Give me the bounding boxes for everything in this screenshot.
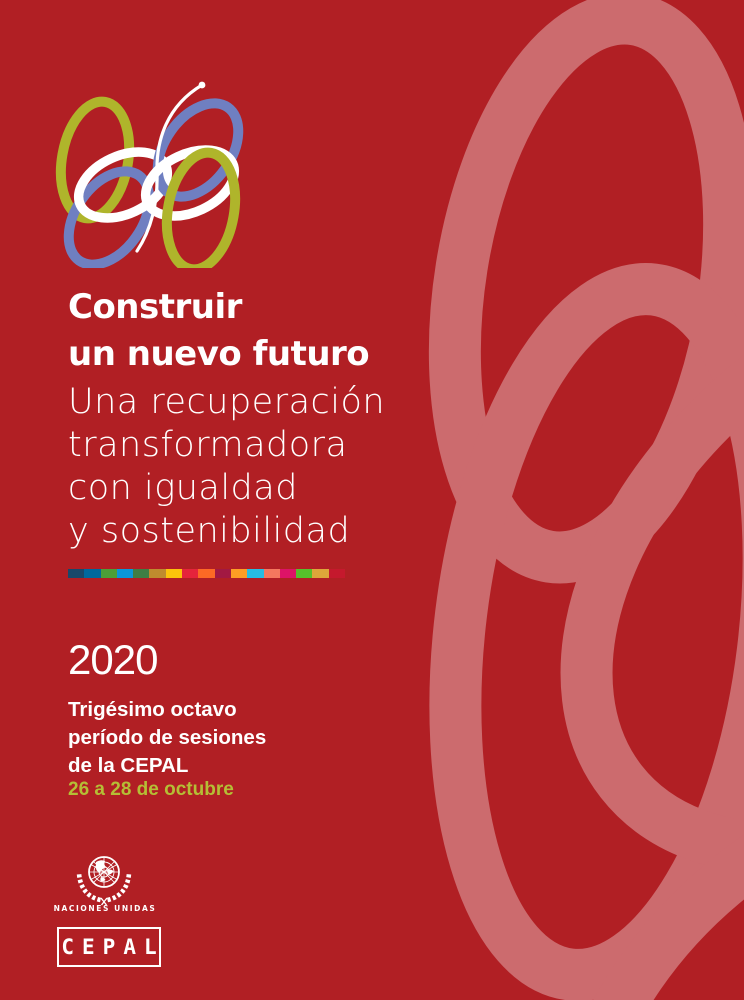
sdg-stripe-segment (198, 569, 214, 578)
subtitle (68, 381, 385, 553)
session-dates: 26 a 28 de octubre (68, 779, 234, 800)
session-title (68, 696, 266, 780)
sdg-stripe-segment (280, 569, 296, 578)
sdg-stripe-segment (149, 569, 165, 578)
subtitle-line-1: Una recuperación (68, 382, 386, 422)
sdg-stripe-segment (84, 569, 100, 578)
cepal-logo-text: CEPAL (61, 935, 165, 959)
subtitle-line-4: y sostenibilidad (68, 511, 351, 551)
cepal-logo (57, 927, 165, 967)
session-line-2: período de sesiones (68, 726, 267, 749)
sdg-stripe-segment (117, 569, 133, 578)
sdg-stripe-segment (182, 569, 198, 578)
year: 2020 (68, 636, 158, 683)
sdg-stripe-segment (68, 569, 84, 578)
sdg-stripe-segment (312, 569, 328, 578)
butterfly-antenna-dot (199, 82, 206, 89)
butterfly-logo (55, 68, 255, 268)
session-line-1: Trigésimo octavo (68, 698, 237, 721)
sdg-stripe-segment (101, 569, 117, 578)
session-line-3: de la CEPAL (68, 754, 189, 777)
subtitle-line-3: con igualdad (68, 468, 298, 508)
sdg-stripe-segment (133, 569, 149, 578)
title-line-2: un nuevo futuro (68, 334, 370, 374)
title (68, 284, 369, 378)
sdg-color-stripe (68, 569, 345, 578)
un-emblem-icon (70, 849, 138, 907)
un-label: NACIONES UNIDAS (53, 904, 157, 913)
subtitle-line-2: transformadora (68, 425, 348, 465)
sdg-stripe-segment (329, 569, 345, 578)
sdg-stripe-segment (166, 569, 182, 578)
sdg-stripe-segment (296, 569, 312, 578)
title-line-1: Construir (68, 287, 242, 327)
sdg-stripe-segment (215, 569, 231, 578)
sdg-stripe-segment (247, 569, 263, 578)
butterfly-left-olive-ring (55, 96, 138, 224)
sdg-stripe-segment (231, 569, 247, 578)
sdg-stripe-segment (264, 569, 280, 578)
